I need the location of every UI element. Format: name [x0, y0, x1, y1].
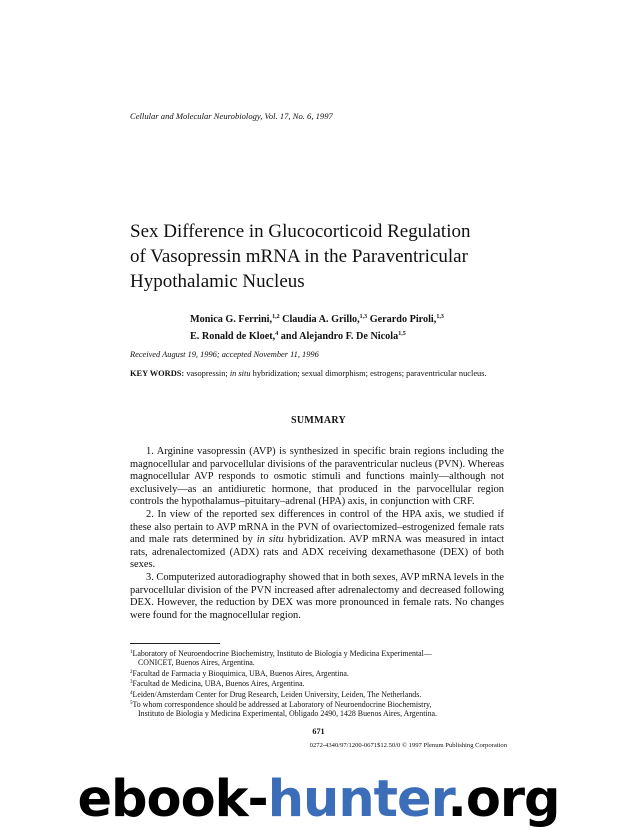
paragraph: 3. Computerized autoradiography showed that in both sexes, AVP mRNA levels in the parvocellular division of the PVN increased after adrenalectomy and decreased following DEX. However, the reduction by DEX was more pronounced in female rats. No changes were found for the magnocellular region.	[130, 571, 504, 621]
keywords-label: KEY WORDS:	[130, 369, 185, 378]
keywords-italic: in situ	[229, 369, 251, 378]
author-name: Gerardo Piroli,	[367, 314, 437, 325]
page-number: 671	[312, 727, 325, 736]
footnote	[130, 689, 510, 699]
watermark-text: ebook-	[77, 770, 268, 829]
footnote-text: To whom correspondence should be addressed at Laboratory of Neuroendocrine Biochemistry,	[132, 700, 432, 710]
received-dates: Received August 19, 1996; accepted November 11, 1996	[130, 350, 319, 359]
author-affiliation: 1,5	[398, 331, 406, 337]
copyright-line: 0272-4340/97/1200-0671$12.50/0 © 1997 Plenum Publishing Corporation	[309, 742, 507, 749]
author-line	[190, 327, 444, 344]
footnote	[130, 709, 510, 718]
footnote	[130, 699, 510, 709]
summary-body	[130, 446, 504, 622]
paragraph: 1. Arginine vasopressin (AVP) is synthesized in specific brain regions including the magnocellular and parvocellular divisions of the paraventricular nucleus (PVN). Whereas magnocellular AVP responds to osmotic stimuli and functions mainly—although not exclusively—as an antidiuretic hormone, that produced in the parvocellular region controls the hypothalamus–pituitary–adrenal (HPA) axis, in conjunction with CRF.	[130, 446, 504, 508]
watermark-logo	[0, 770, 637, 830]
footnote-rule	[130, 643, 220, 644]
paragraph-italic: in situ	[256, 534, 284, 546]
title-line: Hypothalamic Nucleus	[130, 271, 305, 292]
author-line	[190, 310, 444, 327]
footnote-number: 1	[130, 650, 133, 655]
footnote	[130, 648, 510, 658]
author-name: Claudia A. Grillo,	[279, 314, 360, 325]
title-line: Sex Difference in Glucocorticoid Regulation	[130, 221, 471, 242]
keywords-text: hybridization; sexual dimorphism; estrogens; paraventricular nucleus.	[250, 369, 487, 378]
footnote-text: CONICET, Buenos Aires, Argentina.	[138, 658, 255, 668]
author-list	[190, 310, 444, 344]
footnote-text: Facultad de Farmacia y Bioquimica, UBA, Buenos Aires, Argentina.	[132, 668, 349, 678]
footnote-number: 5	[130, 701, 133, 707]
footnote	[130, 658, 510, 667]
journal-citation: Cellular and Molecular Neurobiology, Vol. 17, No. 6, 1997	[130, 111, 333, 121]
watermark-text: .org	[447, 770, 560, 829]
author-affiliation: 1,2	[272, 314, 280, 320]
keywords-text: vasopressin;	[184, 369, 230, 378]
watermark-text-accent: hunter	[267, 770, 448, 829]
paragraph-text: hybridization. AVP mRNA was measured in intact rats, adrenalectomized (ADX) rats and ADX receiving dexamethasone (DEX) of both sexes.	[130, 534, 504, 571]
author-name: and Alejandro F. De Nicola	[278, 331, 399, 342]
author-affiliation: 1,3	[436, 314, 444, 320]
footnotes	[130, 648, 510, 719]
author-name: E. Ronald de Kloet,	[190, 331, 276, 342]
footnote-number: 2	[130, 669, 133, 675]
footnote-text: Facultad de Medicina, UBA, Buenos Aires, Argentina.	[132, 679, 305, 689]
footnote	[130, 678, 510, 688]
keywords	[130, 369, 504, 379]
summary-heading: SUMMARY	[290, 415, 347, 426]
author-name: Monica G. Ferrini,	[190, 314, 273, 325]
footnote	[130, 668, 510, 678]
paragraph	[130, 509, 504, 572]
article-title	[130, 219, 530, 294]
footnote-text: Leiden/Amsterdam Center for Drug Research, Leiden University, Leiden, The Netherlands.	[132, 689, 422, 699]
footnote-number: 4	[130, 690, 133, 696]
author-affiliation: 1,3	[359, 314, 368, 320]
footnote-text: Instituto de Biologia y Medicina Experimental, Obligado 2490, 1428 Buenos Aires, Argentina.	[138, 709, 437, 719]
author-affiliation: 4	[275, 331, 279, 337]
footnote-text: Laboratory of Neuroendocrine Biochemistry, Instituto de Biologia y Medicina Experimental—	[132, 649, 432, 658]
paragraph-text: 2. In view of the reported sex differences in control of the HPA axis, we studied if these also pertain to AVP mRNA in the PVN of ovariectomized–estrogenized female rats and male rats determined by	[130, 508, 504, 546]
title-line: of Vasopressin mRNA in the Paraventricular	[130, 246, 468, 267]
footnote-number: 3	[130, 680, 133, 686]
